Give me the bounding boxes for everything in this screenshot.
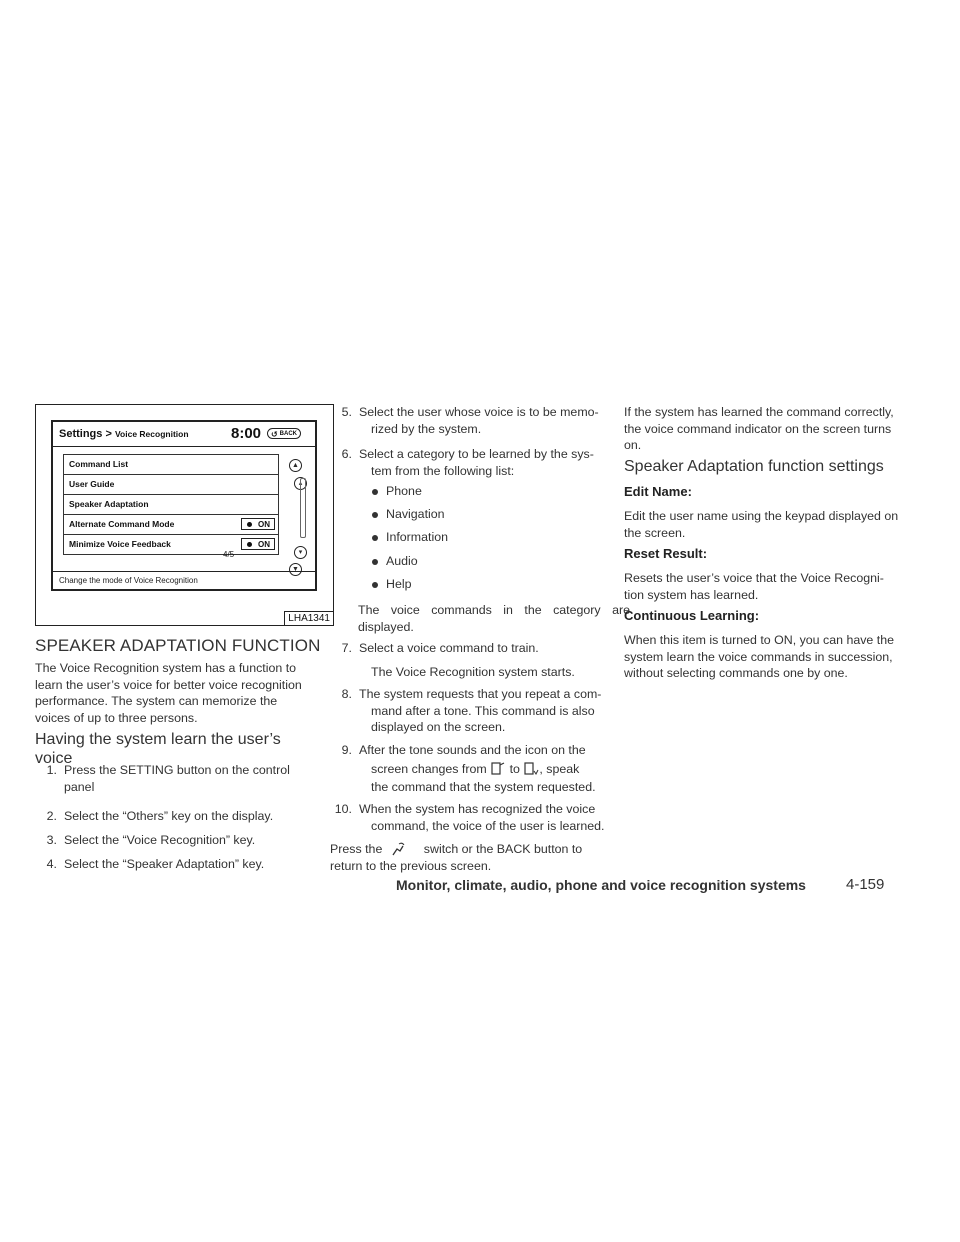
step-text: Press the SETTING button on the control [64,763,290,777]
bullet-icon [372,535,378,541]
step-text-part: , speak [539,761,580,776]
back-button[interactable] [267,428,301,439]
back-arrow-icon: ↺ [271,430,278,439]
step-number: 2. [46,809,57,823]
toggle-label: ON [258,520,270,529]
voice-indicator-on-icon [523,762,539,776]
menu-item-label: Command List [69,459,129,469]
step-6 [330,446,630,480]
intro-paragraph [35,660,302,726]
step-text: The system requests that you repeat a com- [359,687,602,701]
step-text: the command that the system requested. [371,779,596,794]
screen-title: Voice Recognition [115,429,189,439]
step-7-note: The Voice Recognition system starts. [371,665,575,679]
continuous-learning-text [624,632,894,682]
step-text-part: screen changes from [371,761,487,776]
figure-voice-recognition-screen [35,404,334,626]
scrollbar[interactable] [300,478,306,538]
step-text: After the tone sounds and the icon on the [359,743,586,757]
step-text: When the system has recognized the voice [359,802,596,816]
text-part: Press the [330,842,383,856]
bullet-icon [372,582,378,588]
page-number: 4-159 [846,876,885,893]
toggle-indicator-icon [247,522,252,527]
menu-item-minimize-voice-feedback[interactable] [63,534,279,555]
menu-item-command-list[interactable] [63,454,279,474]
bullet-icon [372,512,378,518]
step-text: rized by the system. [371,421,482,436]
text-line: The Voice Recognition system has a function to [35,661,297,675]
toggle-alternate-command-mode[interactable] [241,518,275,530]
menu-item-label: Minimize Voice Feedback [69,539,171,549]
step-number: 10. [334,802,352,816]
step-text: Select the user whose voice is to be memo- [359,405,599,419]
text-line: without selecting commands one by one. [624,666,848,680]
step-number: 6. [341,447,352,461]
text-line [330,841,630,858]
category-label: Navigation [386,507,445,521]
step-number: 7. [341,641,352,655]
menu-item-label: Speaker Adaptation [69,499,149,509]
text-line: The voice commands in the category are [358,603,630,617]
category-note [358,602,630,635]
screen-header [53,422,315,447]
step-text [359,759,631,779]
menu-item-alternate-command-mode[interactable] [63,514,279,534]
figure-code: LHA1341 [284,611,333,625]
toggle-label: ON [258,540,270,549]
category-label: Information [386,530,448,544]
scroll-top-icon[interactable]: ▲ [289,459,302,472]
step-text: Select a voice command to train. [359,641,539,655]
text-line: the voice command indicator on the screen turns [624,421,892,436]
step-2 [35,808,335,825]
heading-line: voice [35,750,73,767]
menu-item-speaker-adaptation[interactable] [63,494,279,514]
category-label: Audio [386,554,418,568]
result-paragraph [624,404,894,454]
section-heading: SPEAKER ADAPTATION FUNCTION [35,636,321,655]
step-3 [35,832,335,849]
step-9 [330,742,630,798]
text-line: performance. The system can memorize the [35,694,278,708]
step-text: Select the “Speaker Adaptation” key. [64,857,265,871]
edit-name-label: Edit Name: [624,484,692,499]
step-text: panel [64,779,95,794]
step-number: 5. [341,405,352,419]
step-4 [35,856,335,873]
text-line: the screen. [624,525,686,540]
step-5 [330,404,630,438]
text-line: learn the user’s voice for better voice recognition [35,677,302,692]
text-line: When this item is turned to ON, you can have the [624,633,894,647]
reset-result-text [624,570,884,603]
text-line: Resets the user’s voice that the Voice Recogni- [624,571,884,585]
step-10 [330,801,630,835]
step-text: Select the “Others” key on the display. [64,809,274,823]
step-number: 1. [46,763,57,777]
text-line: tion system has learned. [624,587,759,602]
bullet-icon [372,489,378,495]
text-part: switch or the BACK button to [423,842,583,856]
settings-screen [51,420,317,591]
scroll-up-icon[interactable]: ▴ [294,477,307,490]
step-1 [35,762,335,796]
menu-item-label: Alternate Command Mode [69,519,175,529]
step-number: 9. [341,743,352,757]
category-label: Phone [386,484,422,498]
scroll-bottom-icon[interactable]: ▼ [289,563,302,576]
page-indicator: 4/5 [223,550,235,559]
text-line: displayed. [358,619,414,634]
settings-menu [63,454,279,555]
edit-name-text [624,508,898,541]
step-number: 4. [46,857,57,871]
screen-clock: 8:00 [231,425,262,442]
voice-indicator-off-icon [490,762,506,776]
text-line: If the system has learned the command correctly, [624,405,894,419]
talk-switch-icon [390,842,406,856]
menu-item-label: User Guide [69,479,115,489]
screen-footer-hint: Change the mode of Voice Recognition [53,571,315,589]
step-text: displayed on the screen. [371,720,506,734]
step-text: tem from the following list: [371,463,515,478]
heading-line: Having the system learn the user’s [35,731,281,748]
press-back-note [330,841,630,874]
step-7 [330,640,630,657]
screen-settings-label: Settings > [59,428,112,440]
text-line: Edit the user name using the keypad displayed on [624,509,899,523]
text-line: on. [624,438,642,452]
reset-result-label: Reset Result: [624,546,708,561]
step-number: 3. [46,833,57,847]
text-line: voices of up to three persons. [35,710,198,725]
continuous-learning-label: Continuous Learning: [624,608,760,623]
menu-item-user-guide[interactable] [63,474,279,494]
step-8 [330,686,630,737]
step-text: Select the “Voice Recognition” key. [64,833,256,847]
text-line: return to the previous screen. [330,858,492,873]
step-text-part: to [509,761,520,776]
step-text: mand after a tone. This command is also [371,703,595,718]
back-button-label: BACK [279,431,297,437]
settings-heading: Speaker Adaptation function settings [624,458,884,475]
scroll-down-icon[interactable]: ▾ [294,546,307,559]
step-number: 8. [341,687,352,701]
toggle-indicator-icon [247,542,252,547]
footer-section-title: Monitor, climate, audio, phone and voice recognition systems [396,877,806,893]
bullet-icon [372,559,378,565]
step-text: Select a category to be learned by the sys- [359,447,594,461]
text-line: system learn the voice commands in succession, [624,649,893,664]
step-text: command, the voice of the user is learned. [371,818,605,833]
toggle-minimize-voice-feedback[interactable] [241,538,275,550]
category-label: Help [386,577,412,591]
